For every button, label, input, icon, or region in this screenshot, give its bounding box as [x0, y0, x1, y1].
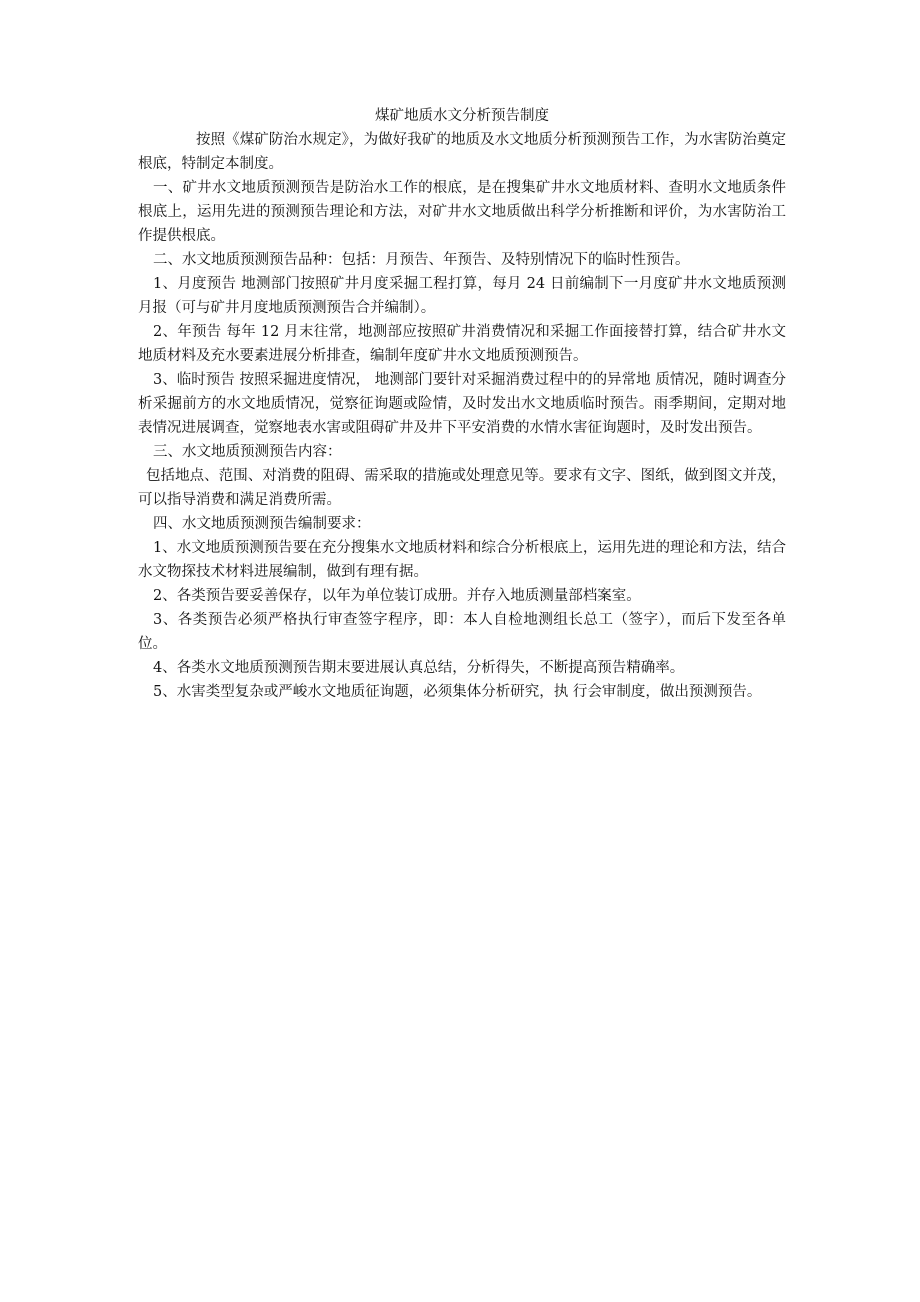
monthly-forecast-paragraph: 1、月度预告 地测部门按照矿井月度采掘工程打算，每月 24 日前编制下一月度矿井水文地质预测月报（可与矿井月度地质预测预告合并编制）。: [138, 276, 786, 316]
requirement-2-paragraph: 2、各类预告要妥善保存，以年为单位装订成册。并存入地质测量部档案室。: [153, 588, 641, 604]
temporary-forecast-paragraph: 3、临时预告 按照采掘进度情况， 地测部门要针对采掘消费过程中的的异常地 质情况，随时调查分析采掘前方的水文地质情况，觉察征询题或险情，及时发出水文地质临时预告。雨季期间，定期对地表情况进展调查，觉察地表水害或阻碍矿井及井下平安消费的水情水害征询题时，及时发出预告。: [138, 372, 786, 436]
section-4-heading: 四、水文地质预测预告编制要求：: [153, 516, 371, 532]
section-1-paragraph: 一、矿井水文地质预测预告是防治水工作的根底，是在搜集矿井水文地质材料、查明水文地质条件根底上，运用先进的预测预告理论和方法，对矿井水文地质做出科学分析推断和评价，为水害防治工作提供根底。: [138, 180, 786, 244]
annual-forecast-paragraph: 2、年预告 每年 12 月末往常，地测部应按照矿井消费情况和采掘工作面接替打算，结合矿井水文地质材料及充水要素进展分析排查，编制年度矿井水文地质预测预告。: [138, 324, 786, 364]
content-paragraph: 包括地点、范围、对消费的阻碍、需采取的措施或处理意见等。要求有文字、图纸，做到图文并茂，可以指导消费和满足消费所需。: [138, 468, 786, 508]
document-title: 煤矿地质水文分析预告制度: [375, 108, 549, 124]
requirement-3-paragraph: 3、各类预告必须严格执行审查签字程序，即：本人自检地测组长总工（签字），而后下发至各单位。: [138, 612, 786, 652]
section-2-heading: 二、水文地质预测预告品种：包括：月预告、年预告、及特别情况下的临时性预告。: [153, 252, 690, 268]
document-page: [138, 104, 786, 704]
requirement-1-paragraph: 1、水文地质预测预告要在充分搜集水文地质材料和综合分析根底上，运用先进的理论和方法，结合水文物探技术材料进展编制，做到有理有据。: [138, 540, 786, 580]
requirement-4-paragraph: 4、各类水文地质预测预告期末要进展认真总结，分析得失，不断提高预告精确率。: [153, 660, 685, 676]
section-3-heading: 三、水文地质预测预告内容：: [153, 444, 342, 460]
intro-paragraph: 按照《煤矿防治水规定》，为做好我矿的地质及水文地质分析预测预告工作，为水害防治奠定根底，特制定本制度。: [138, 132, 786, 172]
requirement-5-paragraph: 5、水害类型复杂或严峻水文地质征询题，必须集体分析研究，执 行会审制度，做出预测预告。: [153, 684, 762, 700]
